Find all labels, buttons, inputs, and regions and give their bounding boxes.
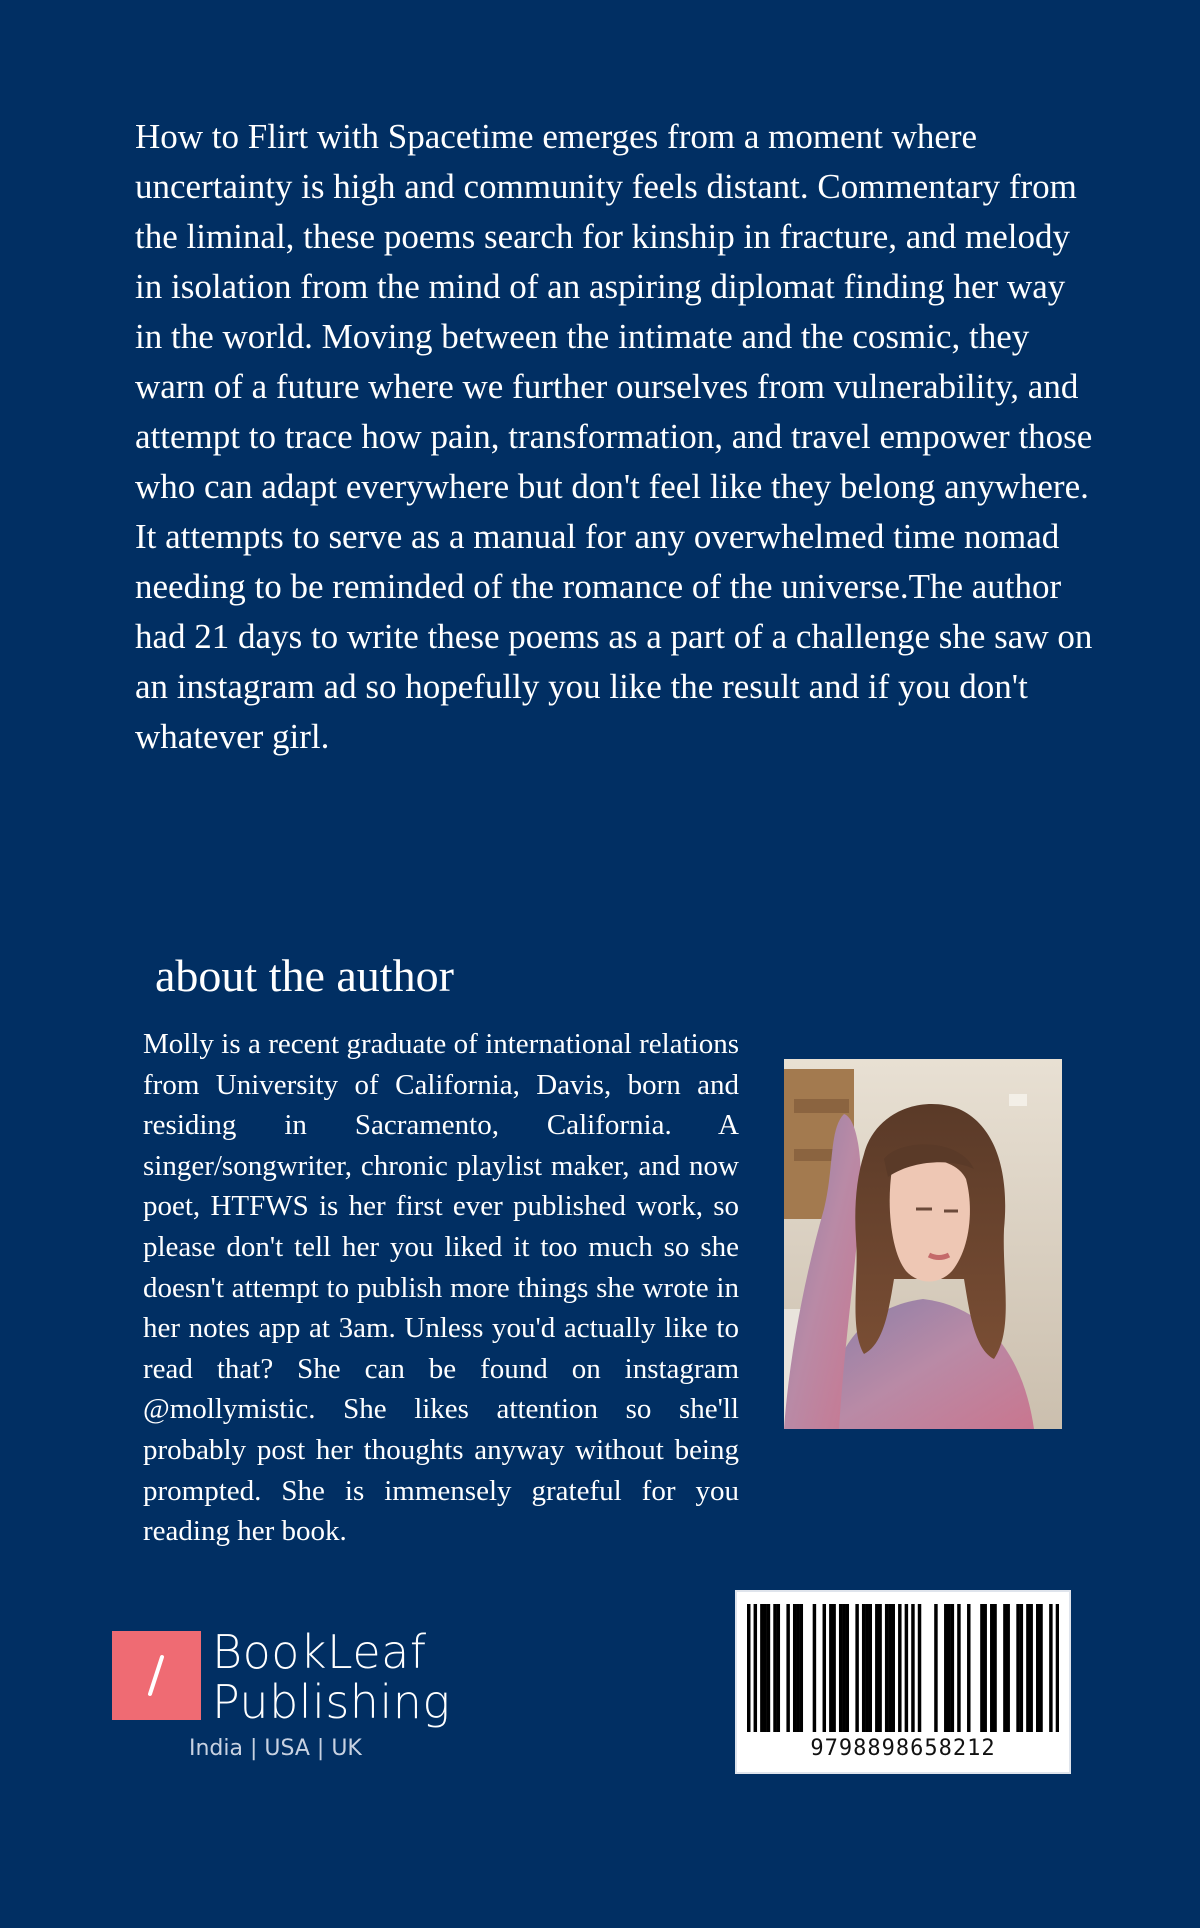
barcode-bar bbox=[829, 1604, 832, 1732]
barcode-bar bbox=[767, 1604, 770, 1732]
publisher-logo bbox=[112, 1625, 472, 1771]
isbn-number: 9798898658212 bbox=[810, 1736, 996, 1761]
barcode-bar bbox=[842, 1604, 845, 1732]
barcode-bar bbox=[905, 1604, 908, 1732]
publisher-name-line1: BookLeaf bbox=[212, 1625, 427, 1679]
barcode-bar bbox=[911, 1604, 914, 1732]
barcode-bar bbox=[1020, 1604, 1023, 1732]
publisher-name-line2: Publishing bbox=[212, 1675, 451, 1729]
barcode-bar bbox=[1029, 1604, 1032, 1732]
barcode-bar bbox=[951, 1604, 954, 1732]
about-author-heading: about the author bbox=[155, 950, 454, 1001]
barcode-bar bbox=[763, 1604, 766, 1732]
barcode-bar bbox=[885, 1604, 888, 1732]
barcode-bar bbox=[813, 1604, 816, 1732]
barcode-bar bbox=[980, 1604, 983, 1732]
barcode-bar bbox=[869, 1604, 872, 1732]
barcode-bar bbox=[796, 1604, 799, 1732]
barcode-bar bbox=[1039, 1604, 1042, 1732]
barcode-bar bbox=[773, 1604, 776, 1732]
slash-logo-icon bbox=[112, 1631, 201, 1720]
barcode-bar bbox=[777, 1604, 780, 1732]
barcode-bar bbox=[967, 1604, 970, 1732]
book-description: How to Flirt with Spacetime emerges from a moment where uncertainty is high and community feels distant. Commentary from the liminal, these poems search for kinship in fracture, and melody in isolation from the mind of an aspiring diplomat finding her way in the world. Moving between the intimate and the cosmic, they warn of a future where we further ourselves from vulnerability, and attempt to trace how pain, transformation, and travel empower those who can adapt everywhere but don't feel like they belong anywhere. It attempts to serve as a manual for any overwhelmed time nomad needing to be reminded of the romance of the universe.The author had 21 days to write these poems as a part of a challenge she saw on an instagram ad so hopefully you like the result and if you don't whatever girl. bbox=[135, 117, 1093, 756]
barcode-bar bbox=[1036, 1604, 1039, 1732]
barcode-bar bbox=[832, 1604, 835, 1732]
barcode-bar bbox=[898, 1604, 901, 1732]
barcode-bar bbox=[793, 1604, 796, 1732]
barcode-bar bbox=[990, 1604, 993, 1732]
publisher-name bbox=[212, 1627, 451, 1727]
barcode-bar bbox=[1006, 1604, 1009, 1732]
barcode-bar bbox=[888, 1604, 891, 1732]
author-bio: Molly is a recent graduate of international relations from University of California, Davis, born and residing in Sacramento, California. A singer/songwriter, chronic playlist maker, and now poet, HTFWS is her first ever published work, so please don't tell her you liked it too much so she doesn't attempt to publish more things she wrote in her notes app at 3am. Unless you'd actually like to read that? She can be found on instagram @mollymistic. She likes attention so she'll probably post her thoughts anyway without being prompted. She is immensely grateful for you reading her book. bbox=[143, 1028, 739, 1548]
barcode-bar bbox=[1016, 1604, 1019, 1732]
barcode-bar bbox=[1049, 1604, 1052, 1732]
barcode-bars bbox=[747, 1604, 1059, 1734]
barcode-bar bbox=[983, 1604, 986, 1732]
barcode-bar bbox=[855, 1604, 858, 1732]
publisher-regions: India | USA | UK bbox=[189, 1736, 362, 1761]
barcode-bar bbox=[878, 1604, 881, 1732]
barcode-bar bbox=[934, 1604, 937, 1732]
barcode-bar bbox=[846, 1604, 849, 1732]
barcode-bar bbox=[754, 1604, 757, 1732]
barcode-bar bbox=[892, 1604, 895, 1732]
barcode-bar bbox=[800, 1604, 803, 1732]
isbn-barcode bbox=[735, 1590, 1071, 1774]
barcode-bar bbox=[823, 1604, 826, 1732]
barcode-bar bbox=[1003, 1604, 1006, 1732]
barcode-bar bbox=[918, 1604, 921, 1732]
barcode-bar bbox=[1056, 1604, 1059, 1732]
barcode-bar bbox=[947, 1604, 950, 1732]
barcode-bar bbox=[839, 1604, 842, 1732]
barcode-bar bbox=[865, 1604, 868, 1732]
author-photo bbox=[784, 1059, 1062, 1429]
barcode-bar bbox=[747, 1604, 750, 1732]
barcode-bar bbox=[1026, 1604, 1029, 1732]
barcode-bar bbox=[875, 1604, 878, 1732]
barcode-bar bbox=[993, 1604, 996, 1732]
barcode-bar bbox=[760, 1604, 763, 1732]
barcode-bar bbox=[944, 1604, 947, 1732]
barcode-bar bbox=[786, 1604, 789, 1732]
barcode-bar bbox=[862, 1604, 865, 1732]
barcode-bar bbox=[957, 1604, 960, 1732]
